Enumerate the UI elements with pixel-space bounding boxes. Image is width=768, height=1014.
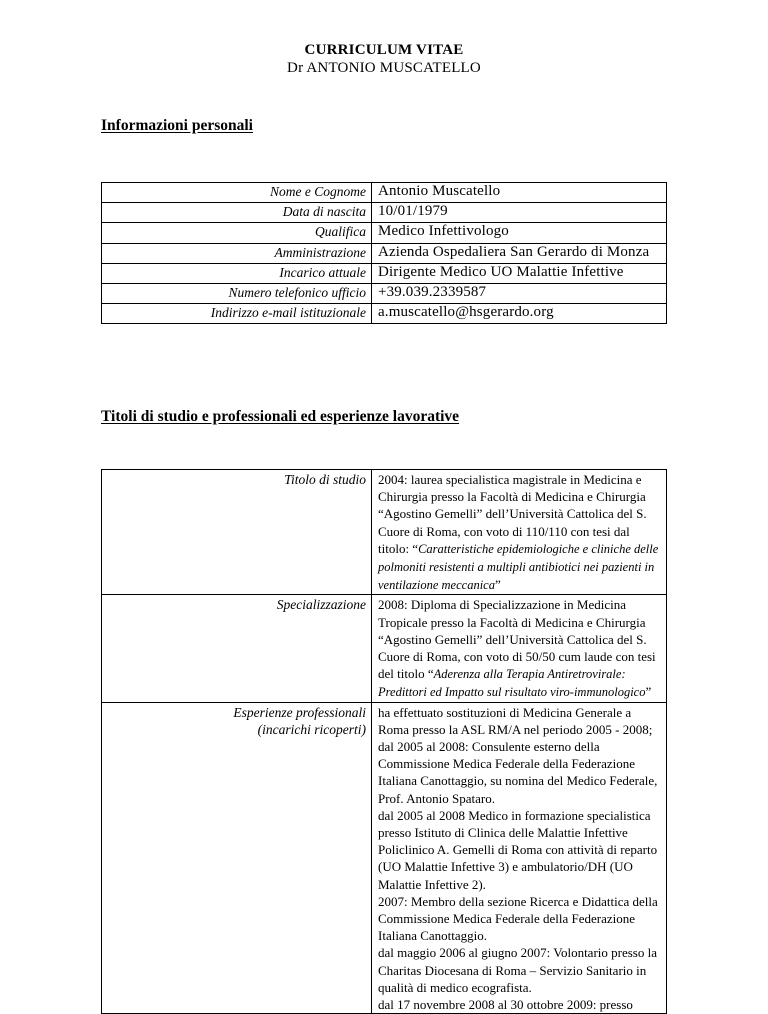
label-specialization: Specializzazione <box>102 595 372 702</box>
value-administration: Azienda Ospedaliera San Gerardo di Monza <box>372 243 667 263</box>
value-office-phone: +39.039.2339587 <box>372 284 667 304</box>
value-email[interactable]: a.muscatello@hsgerardo.org <box>372 304 667 324</box>
specialization-thesis: Aderenza alla Terapia Antiretrovirale: Predittori ed Impatto sul risultato viro-immunologico <box>378 667 646 700</box>
experience-item: dal 2005 al 2008: Consulente esterno della Commissione Medica Federale della Federazione Italiana Canottaggio, su nomina del Medico Federale, Prof. Antonio Spataro. <box>378 739 658 806</box>
value-experience <box>372 702 667 1014</box>
label-administration: Amministrazione <box>102 243 372 263</box>
degree-thesis: Caratteristiche epidemiologiche e cliniche delle polmoniti resistenti a multipli antibiotici nei pazienti in ventilazione meccanica <box>378 541 659 593</box>
value-current-role: Dirigente Medico UO Malattie Infettive <box>372 263 667 283</box>
table-row <box>102 223 667 243</box>
label-degree: Titolo di studio <box>102 470 372 595</box>
experience-item: dal 2005 al 2008 Medico in formazione specialistica presso Istituto di Clinica delle Malattie Infettive Policlinico A. Gemelli di Roma con attività di reparto (UO Malattie Infettive 3) e ambulatorio/DH (UO Malattie Infettive 2). <box>378 807 658 892</box>
label-experience <box>102 702 372 1014</box>
specialization-close-quote: ” <box>645 684 652 700</box>
label-experience-line2: (incarichi ricoperti) <box>257 721 366 737</box>
value-degree <box>372 470 667 595</box>
label-qualification: Qualifica <box>102 223 372 243</box>
personal-info-table <box>101 182 667 324</box>
table-row <box>102 470 667 595</box>
value-qualification: Medico Infettivologo <box>372 223 667 243</box>
cv-name: Dr ANTONIO MUSCATELLO <box>287 60 481 76</box>
section-heading-studies: Titoli di studio e professionali ed esperienze lavorative <box>101 408 460 425</box>
label-current-role: Incarico attuale <box>102 263 372 283</box>
label-office-phone: Numero telefonico ufficio <box>102 284 372 304</box>
value-specialization <box>372 595 667 702</box>
table-row <box>102 203 667 223</box>
experience-item: dal 17 novembre 2008 al 30 ottobre 2009: presso <box>378 997 633 1013</box>
section-heading-personal: Informazioni personali <box>101 117 253 134</box>
experience-item: ha effettuato sostituzioni di Medicina Generale a Roma presso la ASL RM/A nel periodo 2005 - 2008; <box>378 704 653 737</box>
table-row <box>102 702 667 1014</box>
document-header <box>0 42 768 77</box>
table-row <box>102 304 667 324</box>
table-row <box>102 263 667 283</box>
table-row <box>102 284 667 304</box>
table-row <box>102 183 667 203</box>
degree-text: 2004: laurea specialistica magistrale in Medicina e Chirurgia presso la Facoltà di Medicina e Chirurgia “Agostino Gemelli” dell’Università Cattolica del S. Cuore di Roma, con voto di 110/110 con tesi dal titolo: “ <box>378 472 647 556</box>
experience-item: 2007: Membro della sezione Ricerca e Didattica della Commissione Medica Federale della Federazione Italiana Canottaggio. <box>378 893 658 944</box>
label-experience-line1: Esperienze professionali <box>233 704 366 720</box>
cv-title: CURRICULUM VITAE <box>304 42 464 58</box>
studies-table <box>101 469 667 1014</box>
value-name: Antonio Muscatello <box>372 183 667 203</box>
label-name: Nome e Cognome <box>102 183 372 203</box>
label-birthdate: Data di nascita <box>102 203 372 223</box>
experience-item: dal maggio 2006 al giugno 2007: Volontario presso la Charitas Diocesana di Roma – Servizio Sanitario in qualità di medico ecografista. <box>378 945 657 995</box>
table-row <box>102 595 667 702</box>
table-row <box>102 243 667 263</box>
degree-close-quote: ” <box>494 577 501 593</box>
specialization-text: 2008: Diploma di Specializzazione in Medicina Tropicale presso la Facoltà di Medicina e Chirurgia “Agostino Gemelli” dell’Università Cattolica del S. Cuore di Roma, con voto di 50/50 cum laude con tesi del titolo “ <box>378 597 656 682</box>
value-birthdate: 10/01/1979 <box>372 203 667 223</box>
label-email: Indirizzo e-mail istituzionale <box>102 304 372 324</box>
